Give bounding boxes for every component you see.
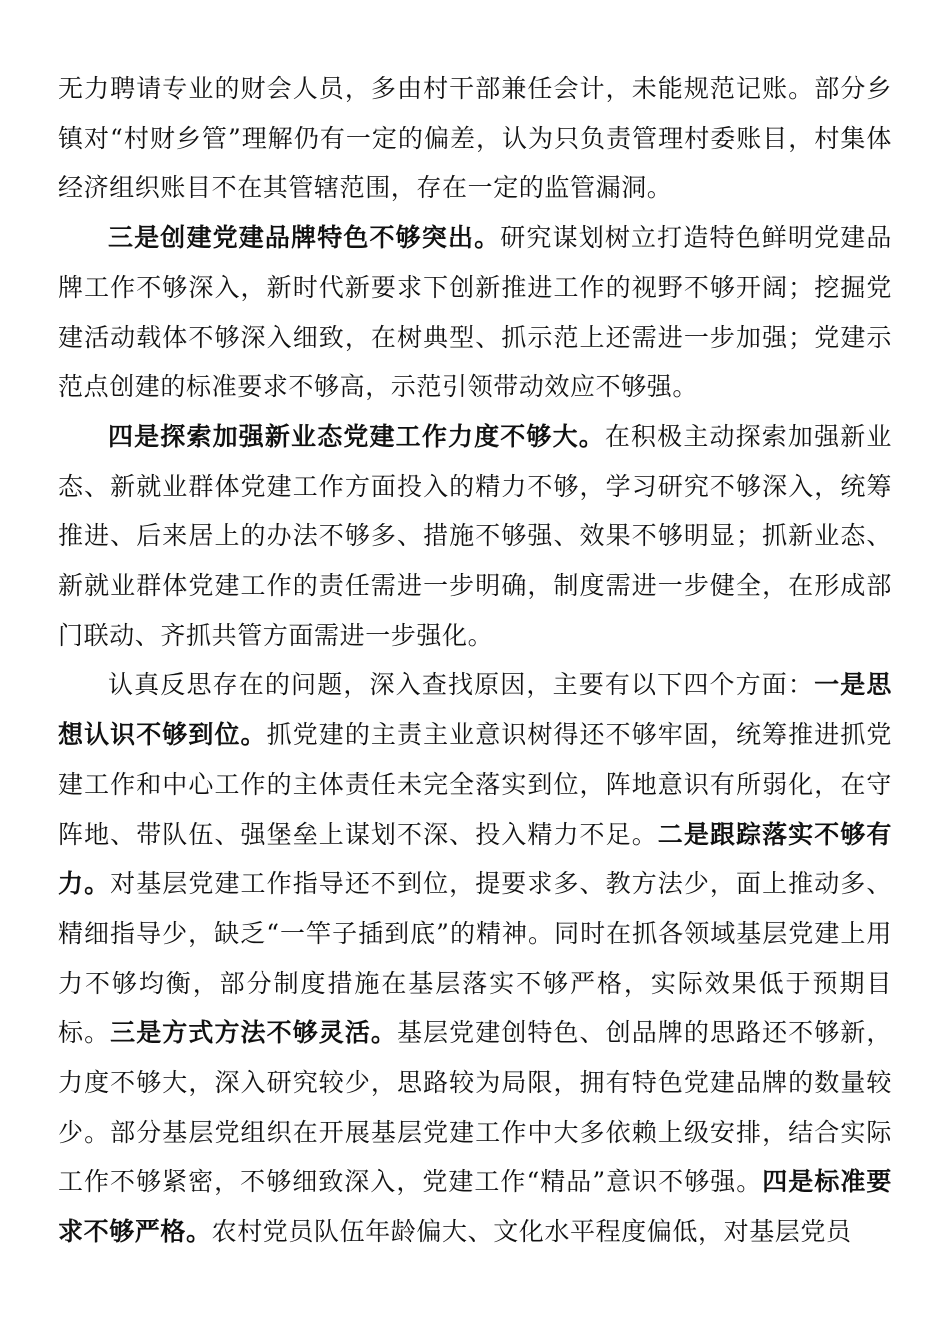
paragraph-4-point-2-heading: 二是跟踪落实不够有力。 [58, 819, 892, 899]
paragraph-2-text: 研究谋划树立打造特色鲜明党建品牌工作不够深入，新时代新要求下创新推进工作的视野不够开阔；挖掘党建活动载体不够深入细致，在树典型、抓示范上还需进一步加强；党建示范点创建的标准要求不够高，示范引领带动效应不够强。 [58, 223, 892, 402]
paragraph-4-point-1-heading: 一是思想认识不够到位。 [58, 670, 892, 750]
paragraph-3 [58, 412, 892, 661]
paragraph-4-intro: 认真反思存在的问题，深入查找原因，主要有以下四个方面： [108, 670, 815, 700]
paragraph-4-point-4-text: 农村党员队伍年龄偏大、文化水平程度偏低，对基层党员 [211, 1217, 852, 1247]
paragraph-1 [58, 64, 892, 213]
paragraph-3-heading: 四是探索加强新业态党建工作力度不够大。 [108, 421, 605, 451]
paragraph-2-heading: 三是创建党建品牌特色不够突出。 [108, 223, 501, 253]
paragraph-4-point-4-heading: 四是标准要求不够严格。 [58, 1167, 892, 1247]
paragraph-4-point-3-text: 基层党建创特色、创品牌的思路还不够新，力度不够大，深入研究较少，思路较为局限，拥有特色党建品牌的数量较少。部分基层党组织在开展基层党建工作中大多依赖上级安排，结合实际工作不够紧密，不够细致深入，党建工作“精品”意识不够强。 [58, 1018, 892, 1197]
paragraph-4-point-2-text: 对基层党建工作指导还不到位，提要求多、教方法少，面上推动多、精细指导少，缺乏“一竿子插到底”的精神。同时在抓各领域基层党建上用力不够均衡，部分制度措施在基层落实不够严格，实际效果低于预期目标。 [58, 869, 892, 1048]
paragraph-3-text: 在积极主动探索加强新业态、新就业群体党建工作方面投入的精力不够，学习研究不够深入，统筹推进、后来居上的办法不够多、措施不够强、效果不够明显；抓新业态、新就业群体党建工作的责任需进一步明确，制度需进一步健全，在形成部门联动、齐抓共管方面需进一步强化。 [58, 421, 892, 650]
paragraph-4 [58, 660, 892, 1256]
paragraph-4-point-3-heading: 三是方式方法不够灵活。 [110, 1018, 398, 1048]
document-page [58, 64, 892, 1257]
paragraph-4-point-1-text: 抓党建的主责主业意识树得还不够牢固，统筹推进抓党建工作和中心工作的主体责任未完全落实到位，阵地意识有所弱化，在守阵地、带队伍、强堡垒上谋划不深、投入精力不足。 [58, 720, 892, 849]
paragraph-2 [58, 213, 892, 412]
paragraph-1-text: 无力聘请专业的财会人员，多由村干部兼任会计，未能规范记账。部分乡镇对“村财乡管”理解仍有一定的偏差，认为只负责管理村委账目，村集体经济组织账目不在其管辖范围，存在一定的监管漏洞。 [58, 74, 892, 203]
